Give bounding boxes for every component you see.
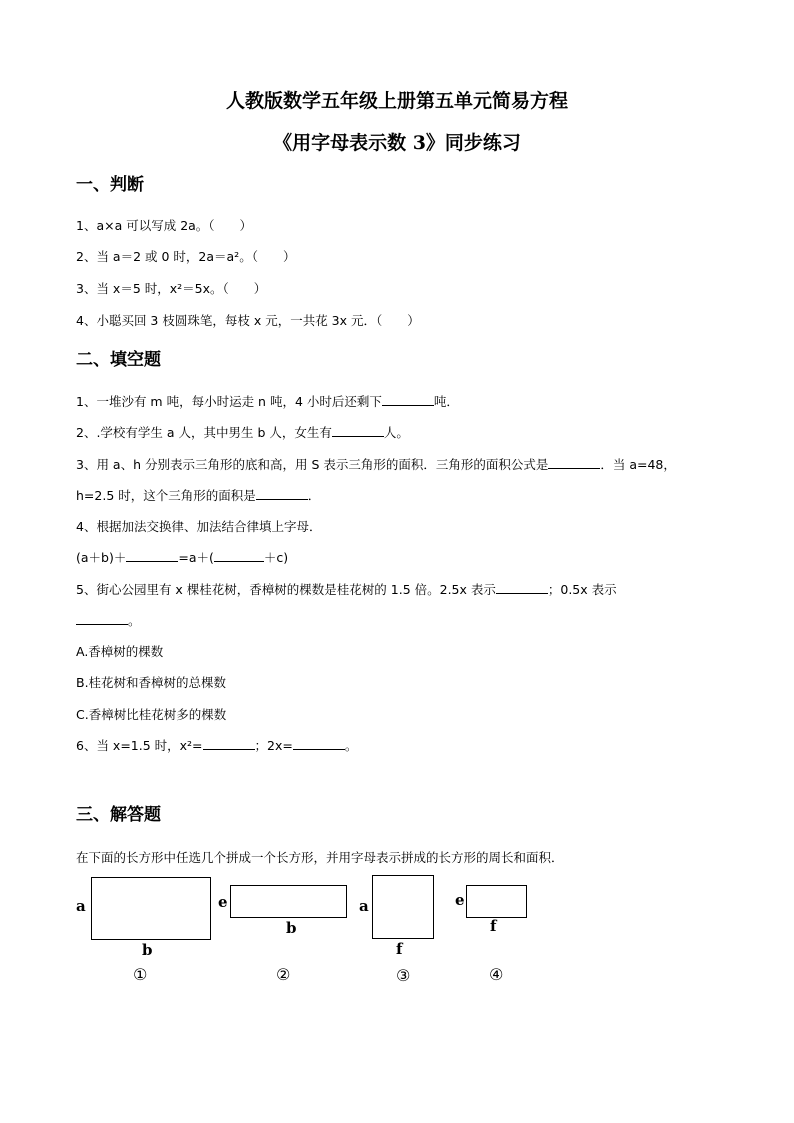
- figure-3-bottom-label: f: [396, 940, 403, 958]
- section-3-heading: 三、解答题: [76, 805, 161, 825]
- q3-mid: ．当 a=48，: [600, 457, 676, 472]
- figure-4-bottom-label: f: [490, 917, 497, 935]
- q4-blank-1[interactable]: [126, 549, 178, 562]
- fill-question-4: 4、根据加法交换律、加法结合律填上字母．: [76, 519, 322, 534]
- title-line-1: 人教版数学五年级上册第五单元简易方程: [225, 90, 568, 112]
- fill-question-2: [76, 423, 409, 441]
- q4-expr-part-1: (a＋b)＋: [76, 550, 127, 565]
- figure-4-side-label: e: [455, 891, 465, 909]
- q6-mid: ；2x=: [254, 738, 293, 753]
- q6-text: 6、当 x=1.5 时，x²=: [76, 738, 203, 753]
- fill-question-5: [76, 580, 617, 598]
- figure-1-side-label: a: [76, 897, 86, 915]
- q5-mid: ；0.5x 表示: [547, 582, 617, 597]
- figure-1-bottom-label: b: [142, 941, 153, 959]
- figure-4-rectangle: [466, 885, 527, 918]
- option-c: C.香樟树比桂花树多的棵数: [76, 707, 227, 722]
- figure-1-number: ①: [133, 965, 148, 984]
- option-a: A.香樟树的棵数: [76, 644, 164, 659]
- q4-expr-part-2: =a＋(: [178, 550, 214, 565]
- fill-question-1: [76, 392, 459, 410]
- q5-blank-1[interactable]: [496, 581, 548, 594]
- q3-blank-1[interactable]: [548, 456, 600, 469]
- q6-blank-1[interactable]: [203, 737, 255, 750]
- q6-tail: 。: [344, 738, 358, 753]
- q5-tail: 。: [128, 613, 141, 628]
- q4-expr-part-3: ＋c): [263, 550, 289, 565]
- fill-question-3: [76, 455, 676, 473]
- figure-4-number: ④: [489, 965, 504, 984]
- figure-3-number: ③: [396, 966, 411, 985]
- judge-item-4: 4、小聪买回 3 枝圆珠笔，每枝 x 元，一共花 3x 元．（ ）: [76, 313, 420, 328]
- fill-question-3-cont: [76, 486, 320, 504]
- option-b: B.桂花树和香樟树的总棵数: [76, 675, 227, 690]
- judge-item-1: 1、a×a 可以写成 2a。（ ）: [76, 218, 253, 233]
- section-2-heading: 二、填空题: [76, 350, 161, 370]
- fill-question-5-cont: [76, 611, 141, 629]
- figure-3-side-label: a: [359, 897, 369, 915]
- q6-blank-2[interactable]: [293, 737, 345, 750]
- section-3-prompt: 在下面的长方形中任选几个拼成一个长方形，并用字母表示拼成的长方形的周长和面积．: [76, 850, 564, 865]
- q5-blank-2[interactable]: [76, 612, 128, 625]
- q3-blank-2[interactable]: [256, 487, 308, 500]
- figure-2-side-label: e: [218, 893, 228, 911]
- q2-blank[interactable]: [332, 424, 384, 437]
- section-1-heading: 一、判断: [76, 175, 144, 195]
- q3-text-2: h=2.5 时，这个三角形的面积是: [76, 488, 256, 503]
- figure-1-rectangle: [91, 877, 211, 940]
- q3-text: 3、用 a、h 分别表示三角形的底和高，用 S 表示三角形的面积．三角形的面积公式是: [76, 457, 549, 472]
- figure-2-number: ②: [276, 965, 291, 984]
- figure-2-rectangle: [230, 885, 347, 918]
- q1-text: 1、一堆沙有 m 吨，每小时运走 n 吨，4 小时后还剩下: [76, 394, 382, 409]
- q5-text: 5、街心公园里有 x 棵桂花树，香樟树的棵数是桂花树的 1.5 倍。2.5x 表示: [76, 582, 496, 597]
- q4-blank-2[interactable]: [214, 549, 264, 562]
- q1-tail: 吨．: [433, 394, 459, 409]
- figure-2-bottom-label: b: [286, 919, 297, 937]
- judge-item-3: 3、当 x＝5 时，x²＝5x。（ ）: [76, 281, 267, 296]
- q3-tail: ．: [307, 488, 321, 503]
- q1-blank[interactable]: [382, 393, 434, 406]
- title-line-2: 《用字母表示数 3》同步练习: [273, 132, 521, 154]
- fill-question-6: [76, 736, 357, 754]
- q2-text: 2、.学校有学生 a 人，其中男生 b 人，女生有: [76, 425, 332, 440]
- judge-item-2: 2、当 a＝2 或 0 时，2a＝a²。（ ）: [76, 249, 296, 264]
- q2-tail: 人。: [383, 425, 409, 440]
- figure-3-rectangle: [372, 875, 434, 939]
- fill-question-4-expr: [76, 548, 288, 566]
